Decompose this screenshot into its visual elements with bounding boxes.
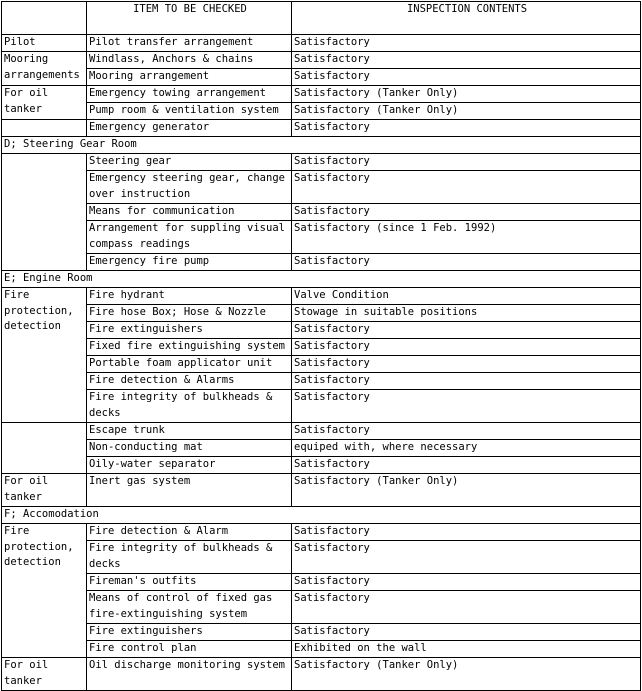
item-cell: Means for communication [87, 204, 292, 221]
item-cell: Fire extinguishers [87, 322, 292, 339]
table-row [2, 204, 641, 221]
item-cell: Non-conducting mat [87, 440, 292, 457]
content-cell: Satisfactory (Tanker Only) [292, 86, 641, 103]
category-cell [2, 154, 87, 271]
table-row [2, 120, 641, 137]
content-cell: Satisfactory [292, 423, 641, 440]
item-cell: Fixed fire extinguishing system [87, 339, 292, 356]
item-cell: Oily-water separator [87, 457, 292, 474]
content-cell: Satisfactory [292, 120, 641, 137]
table-row [2, 591, 641, 624]
header-contents: INSPECTION CONTENTS [292, 2, 641, 35]
content-cell: Satisfactory [292, 322, 641, 339]
item-cell: Emergency generator [87, 120, 292, 137]
table-row [2, 35, 641, 52]
item-cell: Fire detection & Alarm [87, 524, 292, 541]
table-row [2, 390, 641, 423]
content-cell: Satisfactory [292, 591, 641, 624]
table-row [2, 356, 641, 373]
section-title-steering: D; Steering Gear Room [2, 137, 641, 154]
item-cell: Inert gas system [87, 474, 292, 507]
table-row [2, 254, 641, 271]
item-cell: Fire hydrant [87, 288, 292, 305]
content-cell: Stowage in suitable positions [292, 305, 641, 322]
content-cell: Satisfactory [292, 541, 641, 574]
category-cell: Fire protection, detection [2, 524, 87, 658]
item-cell: Fire extinguishers [87, 624, 292, 641]
table-row [2, 339, 641, 356]
item-cell: Steering gear [87, 154, 292, 171]
item-cell: Emergency towing arrangement [87, 86, 292, 103]
category-cell: Fire protection, detection [2, 288, 87, 423]
table-row [2, 474, 641, 507]
table-row [2, 440, 641, 457]
item-cell: Fireman's outfits [87, 574, 292, 591]
content-cell: Satisfactory (Tanker Only) [292, 658, 641, 691]
category-cell: For oil tanker [2, 474, 87, 507]
inspection-table [1, 1, 641, 691]
item-cell: Means of control of fixed gas fire-extinguishing system [87, 591, 292, 624]
table-row [2, 221, 641, 254]
table-row [2, 154, 641, 171]
item-cell: Fire detection & Alarms [87, 373, 292, 390]
content-cell: Satisfactory [292, 171, 641, 204]
section-row [2, 507, 641, 524]
item-cell: Portable foam applicator unit [87, 356, 292, 373]
content-cell: Satisfactory (Tanker Only) [292, 474, 641, 507]
content-cell: Satisfactory [292, 69, 641, 86]
content-cell: Satisfactory [292, 524, 641, 541]
category-cell [2, 120, 87, 137]
item-cell: Mooring arrangement [87, 69, 292, 86]
content-cell: Exhibited on the wall [292, 641, 641, 658]
item-cell: Fire control plan [87, 641, 292, 658]
table-row [2, 86, 641, 103]
table-row [2, 52, 641, 69]
category-cell: Pilot [2, 35, 87, 52]
category-cell: For oil tanker [2, 86, 87, 120]
category-cell: For oil tanker [2, 658, 87, 691]
table-row [2, 288, 641, 305]
table-row [2, 641, 641, 658]
content-cell: Satisfactory (since 1 Feb. 1992) [292, 221, 641, 254]
table-row [2, 305, 641, 322]
section-title-engine: E; Engine Room [2, 271, 641, 288]
item-cell: Emergency steering gear, change over instruction [87, 171, 292, 204]
content-cell: Satisfactory [292, 574, 641, 591]
table-row [2, 322, 641, 339]
content-cell: Satisfactory (Tanker Only) [292, 103, 641, 120]
content-cell: Satisfactory [292, 204, 641, 221]
item-cell: Emergency fire pump [87, 254, 292, 271]
content-cell: Satisfactory [292, 52, 641, 69]
table-row [2, 574, 641, 591]
content-cell: Satisfactory [292, 373, 641, 390]
content-cell: Satisfactory [292, 154, 641, 171]
category-cell: Mooring arrangements [2, 52, 87, 86]
section-row [2, 137, 641, 154]
table-row [2, 423, 641, 440]
table-row [2, 624, 641, 641]
content-cell: Satisfactory [292, 390, 641, 423]
table-row [2, 373, 641, 390]
content-cell: Satisfactory [292, 457, 641, 474]
content-cell: Satisfactory [292, 624, 641, 641]
table-row [2, 524, 641, 541]
content-cell: Satisfactory [292, 254, 641, 271]
content-cell: Satisfactory [292, 356, 641, 373]
table-row [2, 103, 641, 120]
item-cell: Pilot transfer arrangement [87, 35, 292, 52]
content-cell: Satisfactory [292, 339, 641, 356]
item-cell: Fire integrity of bulkheads & decks [87, 390, 292, 423]
item-cell: Windlass, Anchors & chains [87, 52, 292, 69]
item-cell: Arrangement for suppling visual compass readings [87, 221, 292, 254]
content-cell: Satisfactory [292, 35, 641, 52]
section-row [2, 271, 641, 288]
table-row [2, 658, 641, 691]
table-row [2, 171, 641, 204]
item-cell: Pump room & ventilation system [87, 103, 292, 120]
header-category [2, 2, 87, 35]
table-row [2, 69, 641, 86]
table-row [2, 541, 641, 574]
table-header-row [2, 2, 641, 35]
content-cell: equiped with, where necessary [292, 440, 641, 457]
header-item: ITEM TO BE CHECKED [87, 2, 292, 35]
table-row [2, 457, 641, 474]
category-cell [2, 423, 87, 474]
section-title-accommodation: F; Accomodation [2, 507, 641, 524]
item-cell: Oil discharge monitoring system [87, 658, 292, 691]
item-cell: Escape trunk [87, 423, 292, 440]
item-cell: Fire hose Box; Hose & Nozzle [87, 305, 292, 322]
content-cell: Valve Condition [292, 288, 641, 305]
item-cell: Fire integrity of bulkheads & decks [87, 541, 292, 574]
